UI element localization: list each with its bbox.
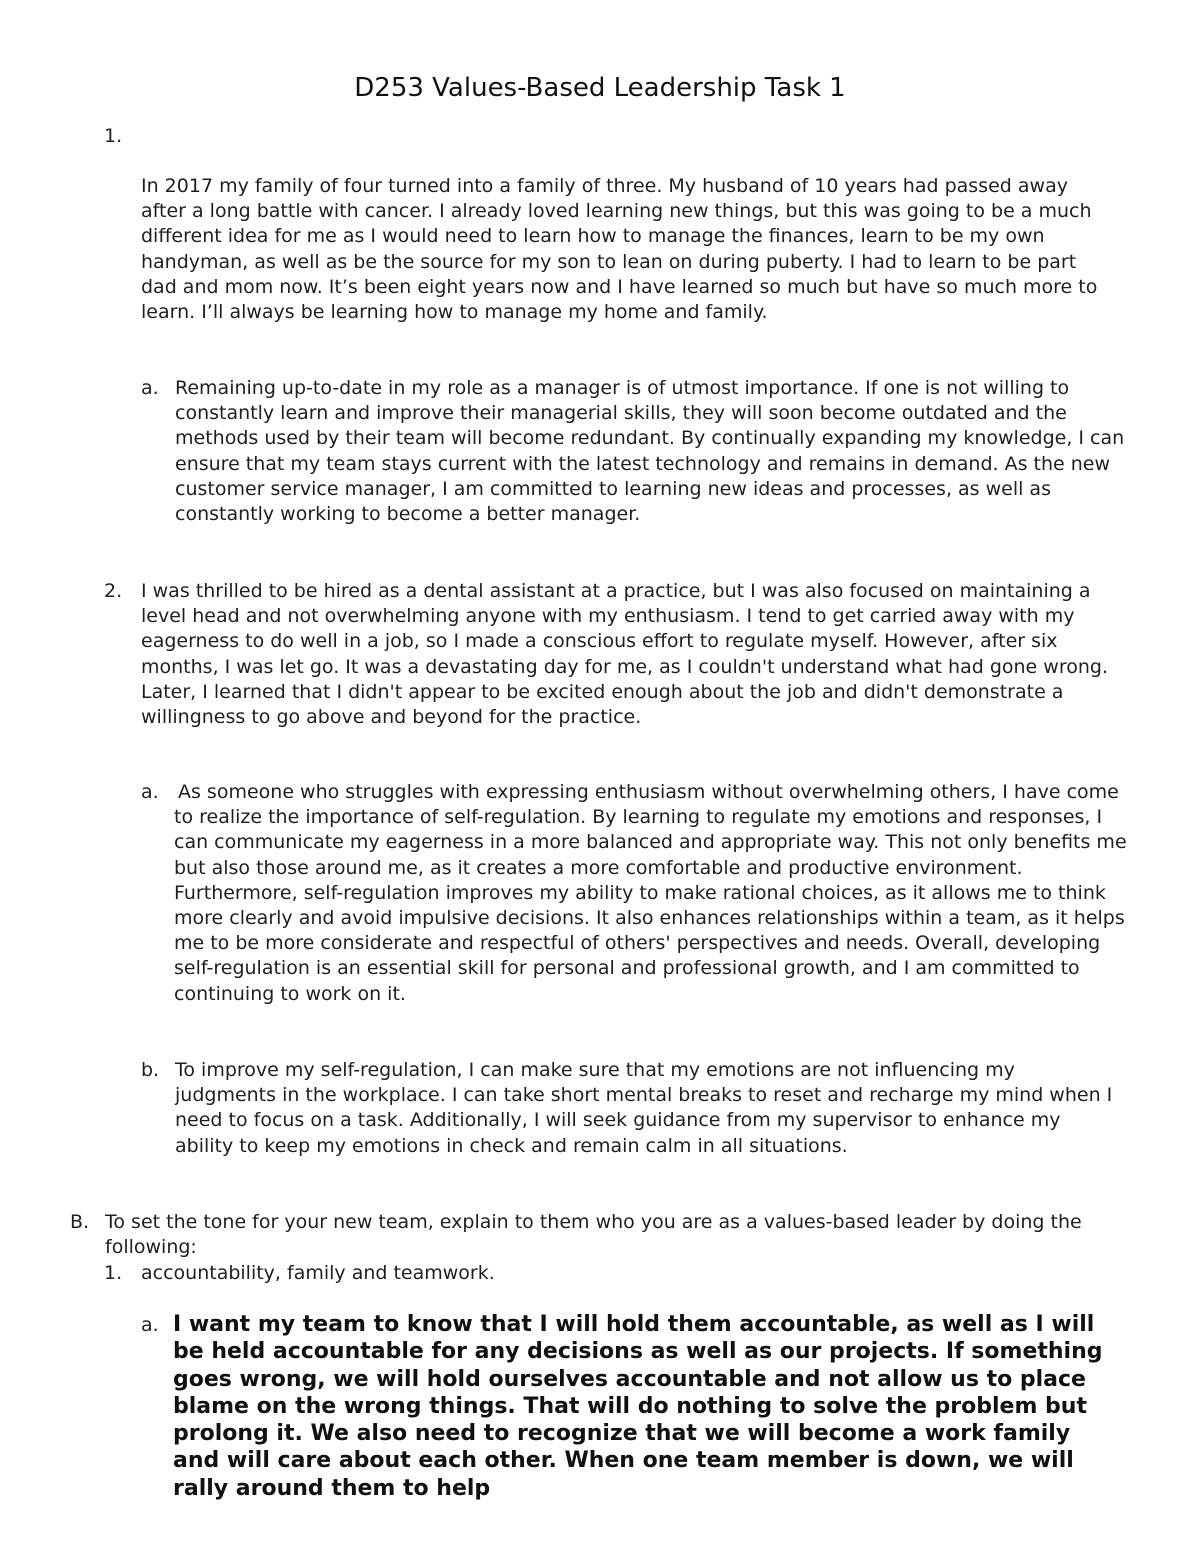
section-b-text: To set the tone for your new team, explain to them who you are as a values-based leader by doing the following: (105, 1211, 1082, 1259)
item-2a-text: As someone who struggles with expressing enthusiasm without overwhelming others, I have come to realize the importance of self-regulation. By learning to regulate my emotions and responses, I can communicate my eagerness in a more balanced and appropriate way. This not only benefits me but also those around me, as it creates a more comfortable and productive environment. Furthermore, self-regulation improves my ability to make rational choices, as it allows me to think more clearly and avoid impulsive decisions. It also enhances relationships within a team, as it helps me to be more considerate and respectful of others' perspectives and needs. Overall, developing self-regulation is an essential skill for personal and professional growth, and I am committed to continuing to work on it. (174, 781, 1127, 1005)
item-1a-text: Remaining up-to-date in my role as a manager is of utmost importance. If one is not willing to constantly learn and improve their managerial skills, they will soon become outdated and the methods used by their team will become redundant. By continually expanding my knowledge, I can ensure that my team stays current with the latest technology and remains in demand. As the new customer service manager, I am committed to learning new ideas and processes, as well as constantly working to become a better manager. (175, 377, 1125, 526)
item-1-paragraph: In 2017 my family of four turned into a family of three. My husband of 10 years had passed away after a long battle with cancer. I already loved learning new things, but this was going to be a much different idea for me as I would need to learn how to manage the finances, learn to be my own handyman, as well as be the source for my son to lean on during puberty. I had to learn to be part dad and mom now. It’s been eight years now and I have learned so much but have so much more to learn. I’ll always be learning how to manage my home and family. (141, 175, 1098, 324)
item-2a-label: a. (141, 781, 159, 803)
item-2-paragraph: I was thrilled to be hired as a dental assistant at a practice, but I was also focused on maintaining a level head and not overwhelming anyone with my enthusiasm. I tend to get carried away with my eagerness to do well in a job, so I made a conscious effort to regulate myself. However, after six months, I was let go. It was a devastating day for me, as I couldn't understand what had gone wrong. Later, I learned that I didn't appear to be excited enough about the job and didn't demonstrate a willingness to go above and beyond for the practice. (141, 580, 1108, 729)
item-2b-label: b. (141, 1059, 160, 1081)
section-b-item-1a-label: a. (141, 1314, 159, 1336)
section-b-label: B. (70, 1211, 90, 1233)
item-1-label: 1. (104, 125, 123, 147)
item-1a-label: a. (141, 377, 159, 399)
section-b-item-1-label: 1. (104, 1262, 123, 1284)
document-title: D253 Values-Based Leadership Task 1 (354, 73, 846, 103)
section-b-item-1a-text: I want my team to know that I will hold them accountable, as well as I will be held accountable for any decisions as well as our projects. If something goes wrong, we will hold ourselves accountable and not allow us to place blame on the wrong things. That will do nothing to solve the problem but prolong it. We also need to recognize that we will become a work family and will care about each other. When one team member is down, we will rally around them to help (173, 1312, 1103, 1501)
item-2-label: 2. (104, 580, 123, 602)
item-2b-text: To improve my self-regulation, I can make sure that my emotions are not influencing my judgments in the workplace. I can take short mental breaks to reset and recharge my mind when I need to focus on a task. Additionally, I will seek guidance from my supervisor to enhance my ability to keep my emotions in check and remain calm in all situations. (175, 1059, 1113, 1157)
section-b-item-1-text: accountability, family and teamwork. (141, 1262, 495, 1284)
